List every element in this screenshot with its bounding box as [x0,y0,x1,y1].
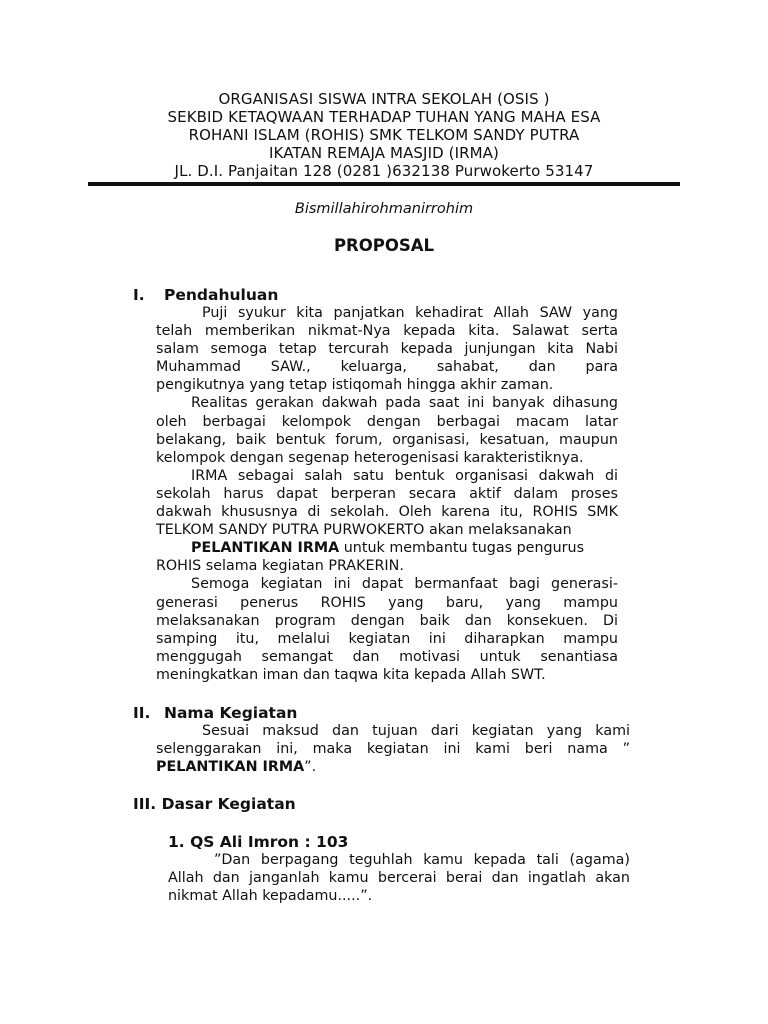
letterhead-address-line: JL. D.I. Panjaitan 128 (0281 )632138 Purwokerto 53147 [174,162,594,180]
section-title: Dasar Kegiatan [161,795,296,813]
paragraph-line: Muhammad SAW., keluarga, sahabat, dan para [156,359,618,376]
paragraph-line: Sesuai maksud dan tujuan dari kegiatan yang kami [202,723,630,739]
paragraph-line: selenggarakan ini, maka kegiatan ini kami beri nama ” [156,741,630,758]
paragraph-line-rest: ”. [304,759,317,776]
quote-body-ali-imron [168,851,630,905]
letterhead-rohis-line: ROHANI ISLAM (ROHIS) SMK TELKOM SANDY PUTRA [188,126,580,144]
quote-line: Allah dan janganlah kamu bercerai berai dan ingatlah akan [168,870,630,887]
paragraph-line: Puji syukur kita panjatkan kehadirat Allah SAW yang [202,305,618,321]
paragraph-line: pengikutnya yang tetap istiqomah hingga akhir zaman. [156,377,554,394]
paragraph-line-rest: untuk membantu tugas pengurus [343,540,585,557]
paragraph-line [156,758,630,776]
paragraph-line: menggugah semangat dan motivasi untuk senantiasa [156,648,618,665]
paragraph-line: telah memberikan nikmat-Nya kepada kita. Salawat serta [156,323,618,340]
section-number: I. [133,286,145,304]
paragraph-line: samping itu, melalui kegiatan ini diharapkan mampu [156,630,618,647]
paragraph-line [156,539,618,557]
letterhead-org-line: ORGANISASI SISWA INTRA SEKOLAH (OSIS ) [218,90,550,108]
paragraph-line: generasi penerus ROHIS yang baru, yang mampu [156,594,618,611]
quote-line: ”Dan berpagang teguhlah kamu kepada tali (agama) [214,852,630,868]
section-body-nama-kegiatan [156,722,630,776]
section-heading-pendahuluan [133,286,278,304]
subsection-heading-qs-ali-imron: 1. QS Ali Imron : 103 [168,833,349,851]
letterhead-divider [88,182,680,186]
paragraph-line: dakwah khususnya di sekolah. Oleh karena itu, ROHIS SMK [156,504,618,521]
letterhead-sekbid-line: SEKBID KETAQWAAN TERHADAP TUHAN YANG MAHA ESA [167,108,601,126]
document-title: PROPOSAL [333,236,435,255]
paragraph-line: oleh berbagai kelompok dengan berbagai macam latar [156,413,618,430]
letterhead [0,90,768,180]
section-title: Nama Kegiatan [164,704,298,722]
section-number: II. [133,704,151,722]
section-title: Pendahuluan [164,286,279,304]
paragraph-line: belakang, baik bentuk forum, organisasi, kesatuan, maupun [156,431,618,448]
paragraph-line: kelompok dengan segenap heterogenisasi karakteristiknya. [156,449,584,466]
section-body-pendahuluan [156,304,618,684]
paragraph-line: melaksanakan program dengan baik dan konsekuen. Di [156,612,618,629]
letterhead-irma-line: IKATAN REMAJA MASJID (IRMA) [269,144,499,162]
paragraph-line: sekolah harus dapat berperan secara aktif dalam proses [156,485,618,502]
section-heading-dasar-kegiatan [133,795,296,813]
paragraph-line: Realitas gerakan dakwah pada saat ini banyak dihasung [191,395,618,412]
quote-line: nikmat Allah kepadamu.....”. [168,888,373,905]
basmalah-text: Bismillahirohmanirrohim [294,201,474,217]
paragraph-line: ROHIS selama kegiatan PRAKERIN. [156,558,404,575]
event-name-bold: PELANTIKAN IRMA [156,759,305,776]
paragraph-line: meningkatkan iman dan taqwa kita kepada Allah SWT. [156,666,546,683]
paragraph-line: IRMA sebagai salah satu bentuk organisasi dakwah di [191,467,618,484]
section-number: III. [133,795,157,813]
paragraph-line: salam semoga tetap tercurah kepada junjungan kita Nabi [156,341,618,358]
section-heading-nama-kegiatan [133,704,297,722]
paragraph-line: Semoga kegiatan ini dapat bermanfaat bagi generasi- [191,576,618,593]
paragraph-line: TELKOM SANDY PUTRA PURWOKERTO akan melaksanakan [156,522,572,539]
event-name-bold: PELANTIKAN IRMA [191,540,340,557]
